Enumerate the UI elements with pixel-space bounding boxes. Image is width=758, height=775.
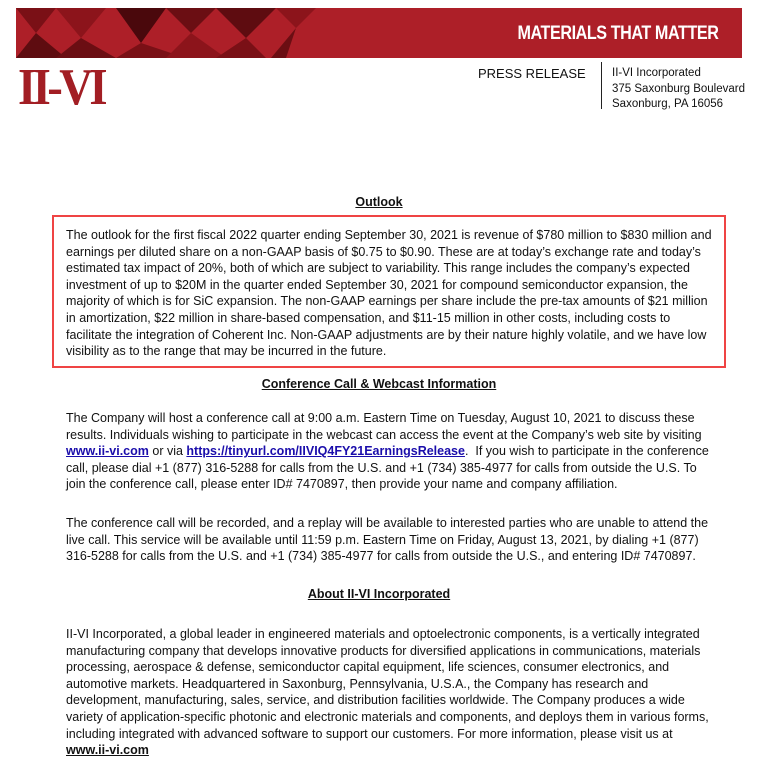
text-line: visibility as to the range that may be incurred in the future. (66, 344, 387, 359)
text-line (66, 443, 709, 460)
text: or via (148, 444, 187, 459)
company-address (612, 66, 745, 113)
text-line: investment of up to $20M in the quarter ended September 30, 2021 for compound semiconductor expansion, the (66, 277, 688, 292)
text-line: earnings per diluted share on a non-GAAP basis of $0.75 to $0.90. These are at today’s exchange rate and today’s (66, 244, 701, 259)
header-banner (16, 8, 742, 58)
text-line: automotive markets. Headquartered in Saxonburg, Pennsylvania, U.S.A., the Company has research and (66, 676, 649, 691)
outlook-heading: Outlook (355, 195, 403, 209)
text: . If you wish to participate in the conference (464, 444, 709, 459)
text-line: processing, aerospace & defense, semiconductor capital equipment, life sciences, consumer electronics, and (66, 660, 670, 675)
text-line: The Company will host a conference call at 9:00 a.m. Eastern Time on Tuesday, August 10, 2021 to discuss these (66, 411, 695, 425)
company-logo: II-VI (18, 59, 105, 116)
text-line: in amortization, $22 million in share-based compensation, and $11-15 million in other costs, including costs to (66, 310, 671, 325)
text-line: including integrated with advanced software to support our customers. For more information, please visit us at (66, 726, 673, 741)
about-paragraph (66, 626, 709, 759)
text-line: facilitate the integration of Coherent Inc. Non-GAAP adjustments are by their nature highly volatile, and we have low (66, 327, 707, 342)
outlook-paragraph (66, 227, 712, 360)
text-line: II-VI Incorporated, a global leader in engineered materials and optoelectronic components, is a vertically integrated (66, 627, 700, 641)
text-line: manufacturing company that develops innovative products for diversified applications in communications, materials (66, 643, 701, 658)
website-link[interactable]: www.ii-vi.com (66, 444, 149, 459)
text-line: join the conference call, please enter ID# 7470897, then provide your name and company affiliation. (66, 477, 618, 492)
address-line: Saxonburg, PA 16056 (612, 98, 724, 110)
address-line: 375 Saxonburg Boulevard (612, 82, 745, 95)
header-divider (601, 62, 602, 109)
banner-pattern (16, 8, 346, 58)
address-line: II-VI Incorporated (612, 67, 701, 79)
text-line: live call. This service will be available until 11:59 p.m. Eastern Time on Friday, August 13, 2021, by dialing +1 (877) (66, 532, 699, 547)
text-line: majority of which is for SiC expansion. The non-GAAP earnings per share include the pre-tax amounts of $21 million (66, 294, 708, 309)
about-heading: About II-VI Incorporated (307, 587, 451, 601)
text-line: call, please dial +1 (877) 316-5288 for calls from the U.S. and +1 (734) 385-4977 for calls from outside the U.S. To (66, 460, 697, 475)
text-line: estimated tax impact of 20%, both of which are subject to variability. This range includes the company’s expected (66, 261, 690, 276)
tagline: MATERIALS THAT MATTER (517, 23, 718, 44)
text-line: 316-5288 for calls from the U.S. and +1 (734) 385-4977 for calls from outside the U.S., and entering ID# 7470897. (66, 549, 696, 564)
text-line (66, 742, 709, 759)
webcast-link[interactable]: https://tinyurl.com/IIVIQ4FY21EarningsRelease (186, 444, 465, 459)
website-link[interactable]: www.ii-vi.com (66, 743, 149, 758)
text-line: The outlook for the first fiscal 2022 quarter ending September 30, 2021 is revenue of $780 million to $830 million and (66, 228, 712, 242)
text-line: results. Individuals wishing to participate in the webcast can access the event at the Company’s web site by visiting (66, 427, 702, 442)
text-line: development, manufacturing, sales, service, and distribution facilities worldwide. The Company produces a wide (66, 693, 685, 708)
conference-heading: Conference Call & Webcast Information (261, 377, 497, 391)
conference-paragraph-1 (66, 410, 709, 493)
press-release-label: PRESS RELEASE (478, 66, 586, 81)
text-line: The conference call will be recorded, and a replay will be available to interested parties who are unable to attend the (66, 516, 709, 530)
text-line: variety of application-specific photonic and electronic materials and components, and deploys them in various forms, (66, 709, 709, 724)
conference-paragraph-2 (66, 515, 708, 565)
